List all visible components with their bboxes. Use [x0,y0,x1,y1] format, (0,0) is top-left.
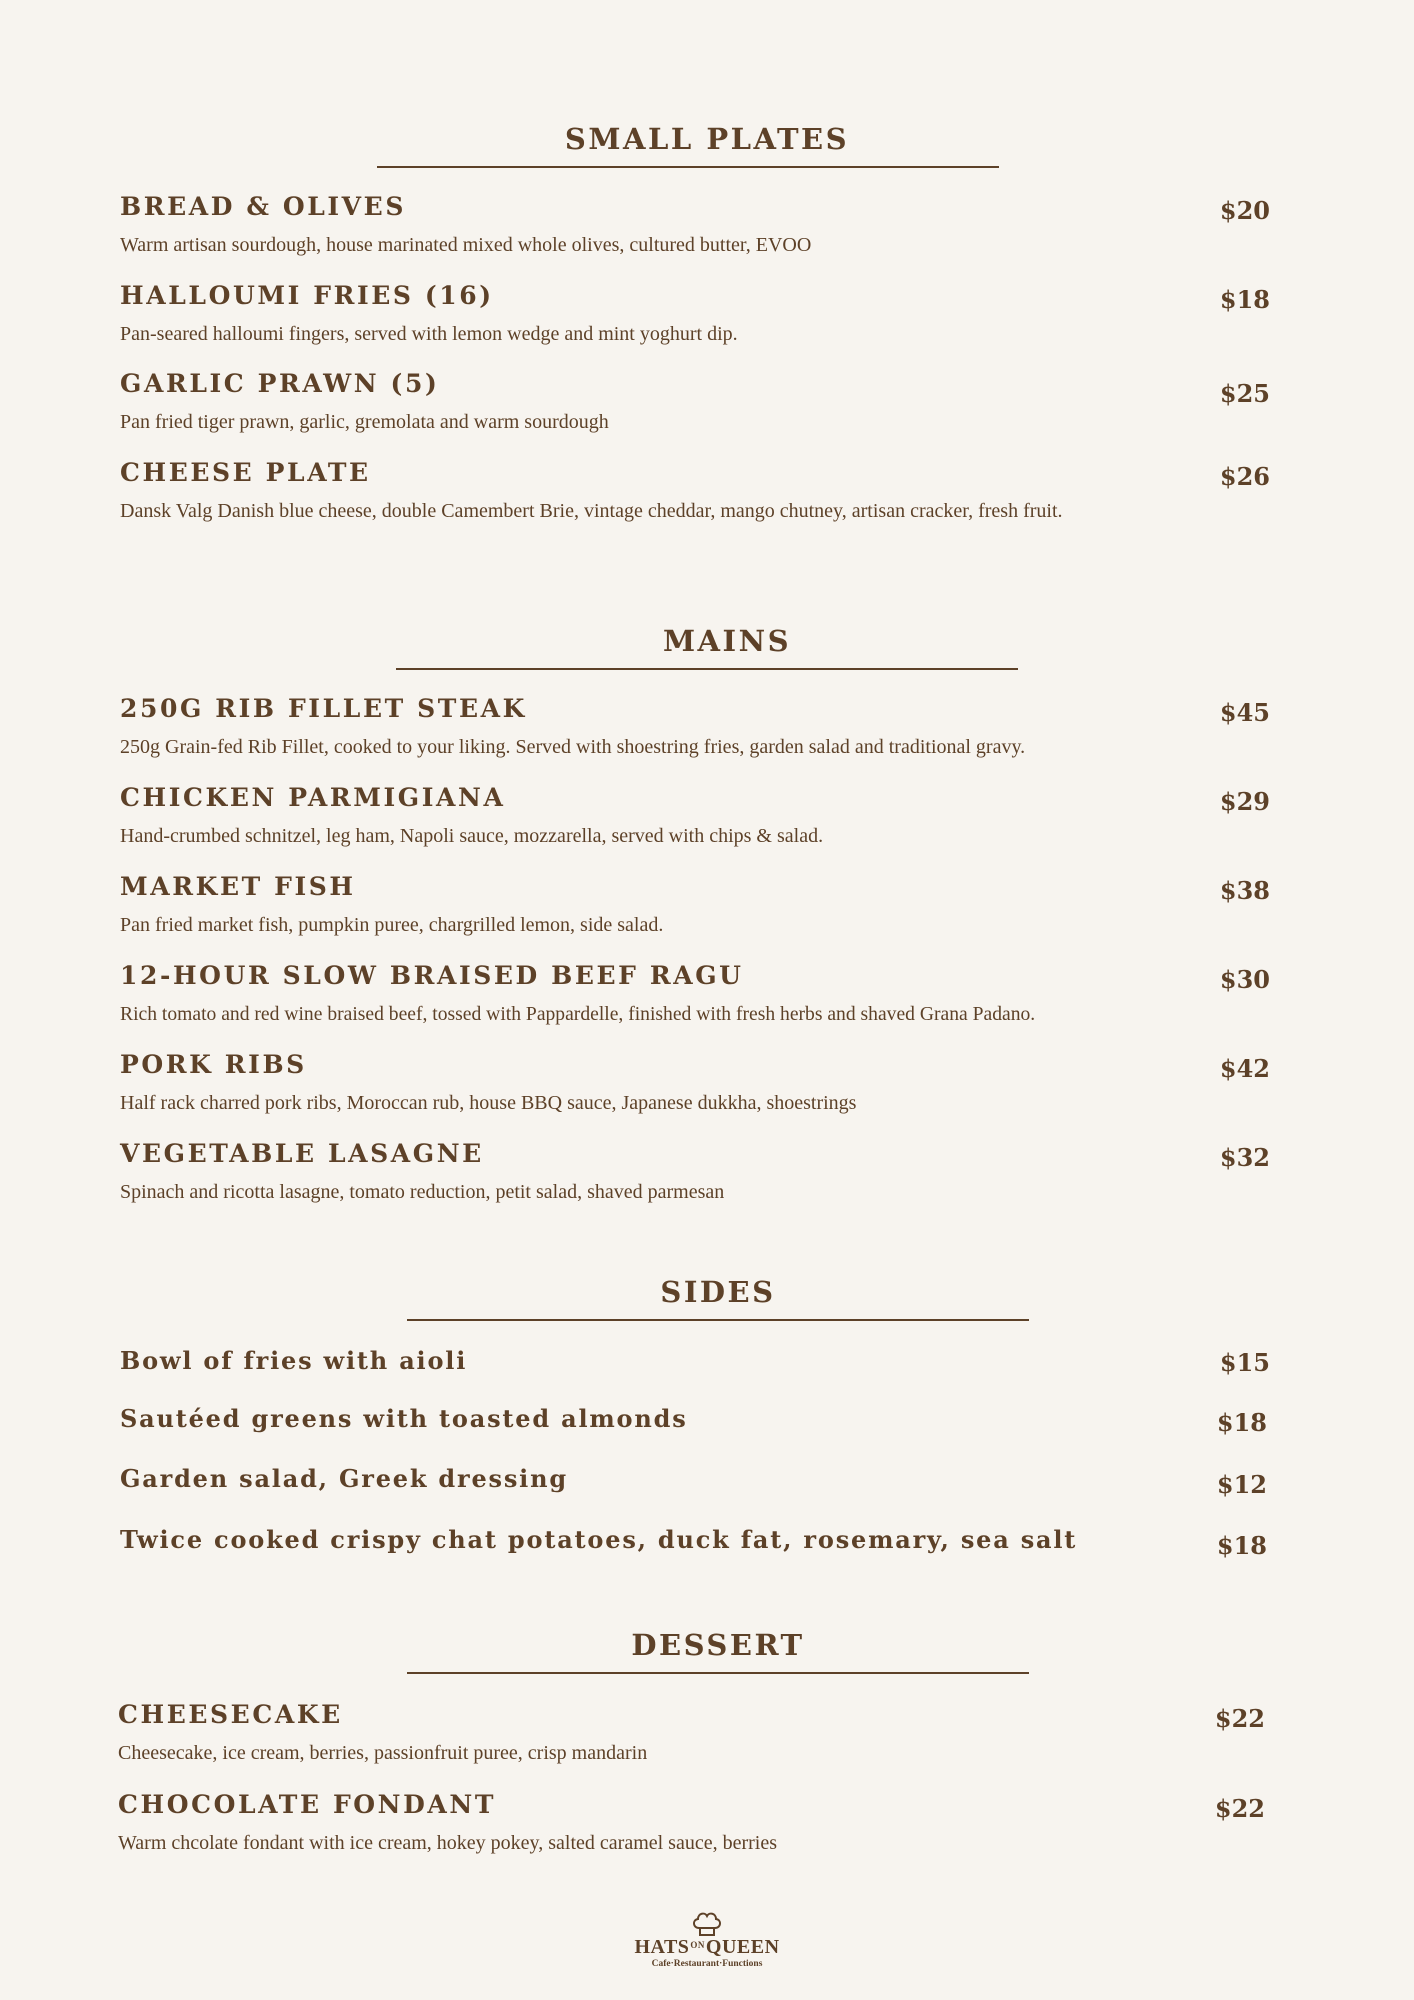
section-title-small-plates: SMALL PLATES [564,122,850,156]
item-price: $25 [1219,379,1270,408]
item-name: GARLIC PRAWN (5) [120,369,440,398]
item-price: $45 [1219,698,1270,727]
item-name: CHEESECAKE [118,1700,343,1729]
item-description: 250g Grain-fed Rib Fillet, cooked to your liking. Served with shoestring fries, garden salad and traditional gravy. [120,736,1026,758]
item-name: BREAD & OLIVES [120,192,406,221]
item-price: $18 [1216,1408,1267,1437]
item-description: Pan-seared halloumi fingers, served with lemon wedge and mint yoghurt dip. [120,323,738,345]
section-divider [407,1672,1029,1674]
restaurant-logo [607,1910,807,1984]
logo-tagline: Cafe·Restaurant·Functions [651,1959,763,1969]
menu-item [120,961,1270,1031]
side-item [120,1464,1270,1499]
item-name: Bowl of fries with aioli [120,1346,468,1375]
logo-on: ON [690,1940,705,1950]
item-description: Hand-crumbed schnitzel, leg ham, Napoli sauce, mozzarella, served with chips & salad. [120,825,824,847]
item-name: HALLOUMI FRIES (16) [120,281,494,310]
item-price: $22 [1214,1704,1265,1733]
item-price: $15 [1219,1348,1270,1377]
item-description: Rich tomato and red wine braised beef, tossed with Pappardelle, finished with fresh herbs and shaved Grana Padano. [120,1004,1036,1025]
menu-item [120,192,1270,262]
item-description: Warm artisan sourdough, house marinated mixed whole olives, cultured butter, EVOO [120,234,812,256]
menu-item [120,872,1270,942]
item-name: Garden salad, Greek dressing [120,1464,568,1493]
logo-wordmark [607,1936,807,1959]
item-name: 250G RIB FILLET STEAK [120,694,527,723]
section-title-text: DESSERT [631,1628,805,1662]
item-price: $29 [1219,787,1270,816]
side-item [120,1525,1270,1560]
menu-item [120,281,1270,351]
section-title-sides [0,1275,1414,1309]
section-title-text: SIDES [660,1275,776,1309]
logo-hats: HATS [634,1936,690,1958]
menu-item [120,694,1270,764]
item-name: Twice cooked crispy chat potatoes, duck fat, rosemary, sea salt [120,1525,1078,1554]
section-divider [377,166,999,168]
item-price: $30 [1219,965,1270,994]
item-price: $12 [1216,1470,1267,1499]
item-price: $32 [1219,1143,1270,1172]
item-name: CHEESE PLATE [120,458,371,487]
item-price: $20 [1219,196,1270,225]
item-description: Half rack charred pork ribs, Moroccan rub, house BBQ sauce, Japanese dukkha, shoestrings [120,1092,857,1114]
chef-hat-icon [690,1910,724,1938]
item-name: MARKET FISH [120,872,356,901]
item-name: 12-HOUR SLOW BRAISED BEEF RAGU [120,961,744,990]
item-price: $22 [1214,1794,1265,1823]
item-description: Dansk Valg Danish blue cheese, double Camembert Brie, vintage cheddar, mango chutney, artisan cracker, fresh fruit. [120,500,1063,522]
menu-item [118,1790,1268,1860]
menu-item [120,458,1270,528]
item-description: Pan fried market fish, pumpkin puree, chargrilled lemon, side salad. [120,914,664,936]
item-price: $38 [1219,876,1270,905]
side-item [120,1404,1270,1437]
item-price: $18 [1216,1531,1267,1560]
menu-item [118,1700,1268,1770]
item-name: VEGETABLE LASAGNE [120,1139,484,1168]
menu-item [120,1050,1270,1120]
item-description: Cheesecake, ice cream, berries, passionfruit puree, crisp mandarin [118,1742,648,1764]
item-description: Spinach and ricotta lasagne, tomato reduction, petit salad, shaved parmesan [120,1181,725,1203]
item-description: Pan fried tiger prawn, garlic, gremolata and warm sourdough [120,411,609,433]
menu-item [120,1139,1270,1209]
menu-item [120,369,1270,439]
section-divider [396,668,1018,670]
item-price: $26 [1219,462,1270,491]
logo-queen: QUEEN [705,1936,780,1958]
item-price: $18 [1219,285,1270,314]
section-title-text: MAINS [662,624,792,658]
item-description: Warm chcolate fondant with ice cream, hokey pokey, salted caramel sauce, berries [118,1832,778,1854]
side-item [120,1346,1270,1375]
menu-item [120,783,1270,853]
section-title-dessert [0,1628,1414,1662]
section-divider [407,1319,1029,1321]
section-title-mains [0,624,1414,658]
item-price: $42 [1219,1054,1270,1083]
item-name: Sautéed greens with toasted almonds [120,1404,688,1433]
item-name: CHOCOLATE FONDANT [118,1790,497,1819]
item-name: CHICKEN PARMIGIANA [120,783,506,812]
item-name: PORK RIBS [120,1050,307,1079]
